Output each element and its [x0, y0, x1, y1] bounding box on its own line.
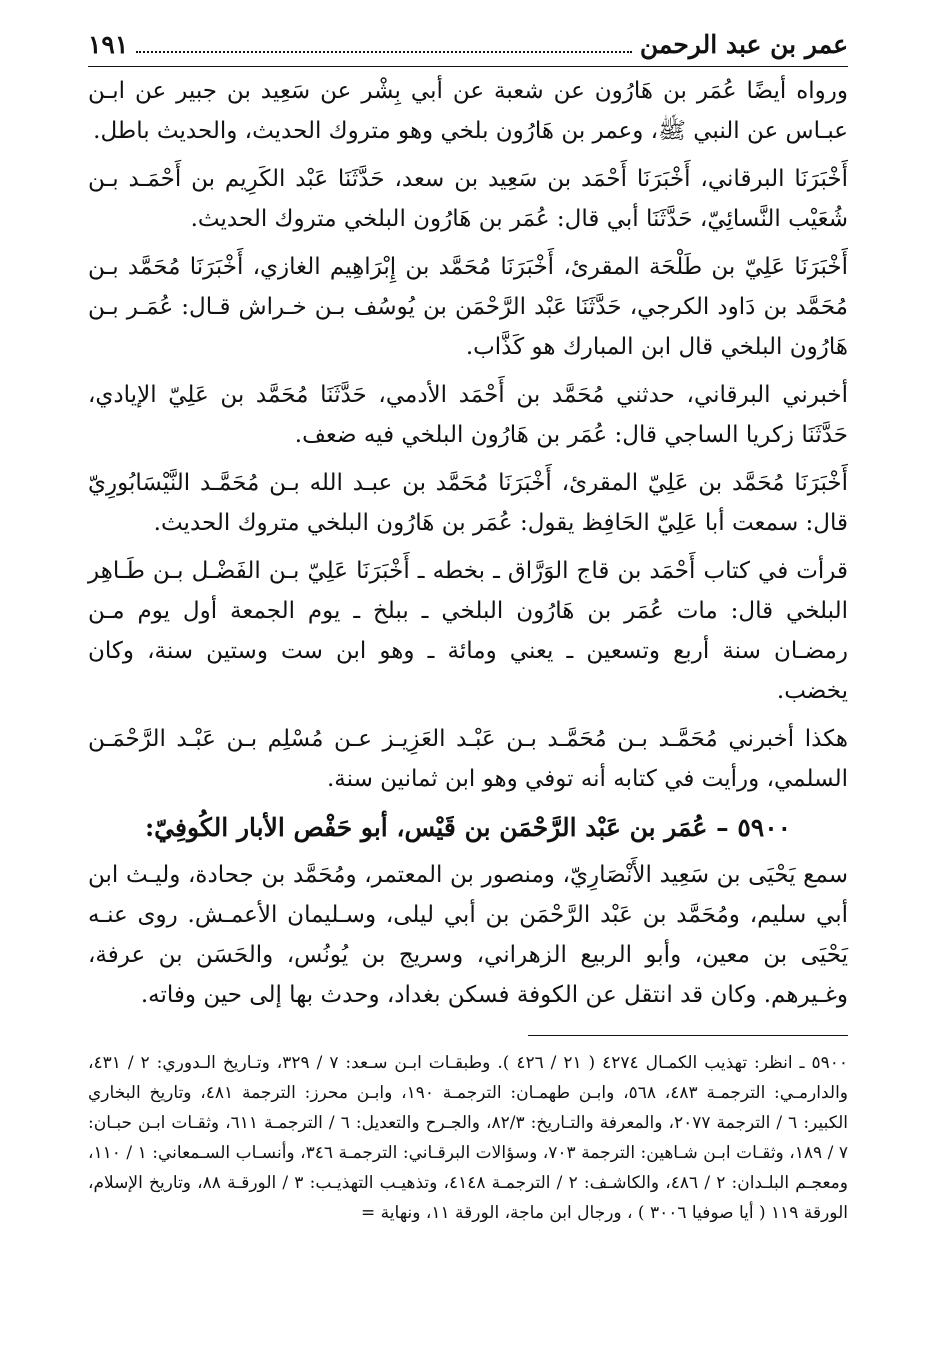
footnote: ٥٩٠٠ ـ انظر: تهذيب الكمـال ٤٢٧٤ ( ٢١ / ٤٢٦ ). وطبقـات ابـن سـعد: ٧ / ٣٢٩، وتـاريخ الـدوري: ٢ / ٤٣١، والدارمـي: الترجمـة ٤٨٣، ٥٦٨، وابـن طهمـان: الترجمـة ١٩٠، وابـن محرز: الترجمة ٤٨١، وتاريخ البخاري الكبير: ٦ / الترجمة ٢٠٧٧، والمعرفة والتـاريخ: ٨٢/٣، والجـرح والتعديل: ٦ / الترجمـة ٦١١، وثقـات ابـن حبـان: ٧ / ١٨٩، وثقـات ابـن شـاهين: الترجمة ٧٠٣، وسؤالات البرقـاني: الترجمـة ٣٤٦، وأنسـاب السـمعاني: ١ / ١١٠، ومعجـم البلـدان: ٢ / ٤٨٦، والكاشـف: ٢ / الترجمـة ٤١٤٨، وتذهيـب التهذيـب: ٣ / الورقـة ٨٨، وتاريخ الإسلام، الورقة ١١٩ ( أيا صوفيا ٣٠٠٦ ) ، ورجال ابن ماجة، الورقة ١١، ونهاية = [88, 1053, 849, 1223]
paragraph: ورواه أيضًا عُمَر بن هَارُون عن شعبة عن أبي بِشْر عن سَعِيد بن جبير عن ابـن عبـاس عن النبي ﷺ، وعمر بن هَارُون بلخي وهو متروك الحديث، والحديث باطل. [88, 78, 848, 144]
paragraph: قرأت في كتاب أَحْمَد بن قاج الوَرَّاق ـ بخطه ـ أَخْبَرَنَا عَلِيّ بـن الفَضْـل بـن طَـاهِر البلخي قال: مات عُمَر بن هَارُون البلخي ـ ببلخ ـ يوم الجمعة أول يوم مـن رمضـان سنة أربع وتسعين ـ يعني ومائة ـ وهو ابن ست وستين سنة، وكان يخضب. [88, 558, 848, 704]
leader-dots [136, 51, 632, 53]
entry-text: سمع يَحْيَى بن سَعِيد الأَنْصَارِيّ، ومنصور بن المعتمر، ومُحَمَّد بن جحادة، وليـث ابن أبي سليم، ومُحَمَّد بن عَبْد الرَّحْمَن بن أبي ليلى، وسـليمان الأعمـش. روى عنـه يَحْيَى بن معين، وأبو الربيع الزهراني، وسريج بن يُونُس، والحَسَن بن عرفة، وغـيرهم. وكان قد انتقل عن الكوفة فسكن بغداد، وحدث بها إلى حين وفاته. [88, 862, 848, 1008]
footnote-separator [528, 1035, 848, 1036]
paragraph: أَخْبَرَنَا البرقاني، أَخْبَرَنَا أَحْمَد بن سَعِيد بن سعد، حَدَّثَنَا عَبْد الكَرِيم بن أَحْمَـد بـن شُعَيْب النَّسائِيّ، حَدَّثَنَا أبي قال: عُمَر بن هَارُون البلخي متروك الحديث. [88, 166, 848, 232]
paragraph: أخبرني البرقاني، حدثني مُحَمَّد بن أَحْمَد الأدمي، حَدَّثَنَا مُحَمَّد بن عَلِيّ الإيادي، حَدَّثَنَا زكريا الساجي قال: عُمَر بن هَارُون البلخي فيه ضعف. [88, 382, 848, 448]
entry-heading: ٥٩٠٠ – عُمَر بن عَبْد الرَّحْمَن بن قَيْس، أبو حَفْص الأبار الكُوفِيّ: [144, 813, 792, 842]
running-header [88, 28, 848, 67]
paragraph: هكذا أخبرني مُحَمَّـد بـن مُحَمَّـد بـن عَبْـد العَزِيـز عـن مُسْلِم بـن عَبْـد الرَّحْمَـن السلمي، ورأيت في كتابه أنه توفي وهو ابن ثمانين سنة. [88, 726, 848, 792]
paragraph: أَخْبَرَنَا مُحَمَّد بن عَلِيّ المقرئ، أَخْبَرَنَا مُحَمَّد بن عبـد الله بـن مُحَمَّـد النَّيْسَابُورِيّ قال: سمعت أبا عَلِيّ الحَافِظ يقول: عُمَر بن هَارُون البلخي متروك الحديث. [88, 470, 848, 536]
running-title: عمر بن عبد الرحمن [639, 30, 848, 59]
page-number: ١٩١ [88, 30, 129, 59]
paragraph: أَخْبَرَنَا عَلِيّ بن طَلْحَة المقرئ، أَخْبَرَنَا مُحَمَّد بن إِبْرَاهِيم الغازي، أَخْبَرَنَا مُحَمَّد بـن مُحَمَّد بن دَاود الكرجي، حَدَّثَنَا عَبْد الرَّحْمَن بن يُوسُف بـن خـراش قـال: عُمَـر بـن هَارُون البلخي قال ابن المبارك هو كَذَّاب. [88, 254, 848, 360]
